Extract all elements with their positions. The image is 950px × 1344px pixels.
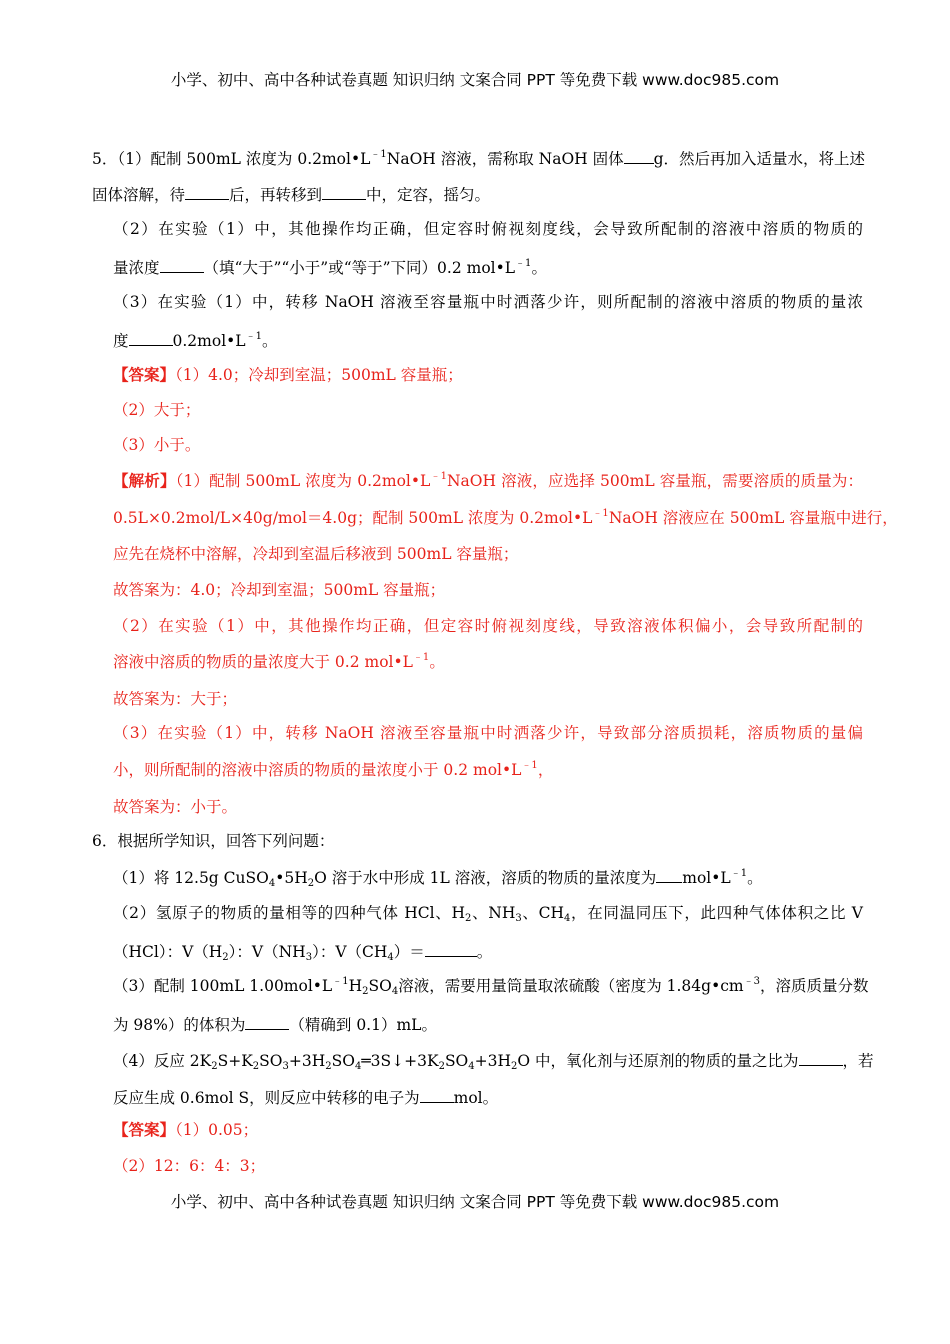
- q5-part2-line-1: （2）在实验（1）中，其他操作均正确，但定容时俯视刻度线，会导致所配制的溶液中溶质的物质的: [113, 220, 863, 238]
- answer-blank[interactable]: [245, 1013, 289, 1030]
- q5-part3-line-1: （3）在实验（1）中，转移 NaOH 溶液至容量瓶中时洒落少许，则所配制的溶液中溶质的物质的量浓: [113, 293, 863, 311]
- q6-part4-line-2: 反应生成 0.6mol S，则反应中转移的电子为 mol。: [113, 1086, 498, 1108]
- q5-analysis-line-3: 应先在烧杯中溶解，冷却到室温后移液到 500mL 容量瓶；: [113, 545, 519, 563]
- answer-blank[interactable]: [799, 1049, 843, 1066]
- q5-answer-line-2: （2）大于；: [113, 401, 201, 419]
- q6-part2-line-2: （HCl）：$V(H_2)$：$V(NH_3)$：$V(CH_4)=$ 。: [113, 940, 492, 962]
- answer-blank[interactable]: [420, 1086, 454, 1103]
- q6-title: 6．根据所学知识，回答下列问题：: [92, 832, 335, 850]
- q6-part4-line-1: （4）反应 $2K_2S+K_2SO_3+3H_2SO_4═3S↓+3K_2SO_4+3H_2O$ 中，氧化剂与还原剂的物质的量之比为 ，若: [113, 1049, 863, 1071]
- analysis-tag: 【解析】: [113, 471, 176, 490]
- answer-blank[interactable]: [322, 183, 366, 200]
- page-footer: 小学、初中、高中各种试卷真题 知识归纳 文案合同 PPT 等免费下载 www.doc985.com: [170, 1193, 780, 1211]
- q6-part2-line-1: （2）氢原子的物质的量相等的四种气体 HCl、$H_2$、$NH_3$、$CH_4$，在同温同压下，此四种气体体积之比 V: [113, 904, 863, 924]
- q5-analysis-line-7: 故答案为：大于；: [113, 690, 238, 708]
- answer-blank[interactable]: [425, 940, 477, 957]
- q6-answer-line-1: 【答案】（1）0.05；: [113, 1120, 259, 1139]
- q5-part3-line-2: 度 $0.2mol•L^{﹣1}$。: [113, 331, 278, 350]
- q6-part3-line-1: （3）配制 100mL $1.00mol•L^{﹣1}H_2SO_4$溶液，需要用量筒量取浓硫酸（密度为 $1.84g•cm^{﹣3}$，溶质质量分数: [113, 976, 869, 997]
- answer-tag: 【答案】: [113, 1120, 176, 1139]
- q5-line-2: 固体溶解，待 后，再转移到 中，定容，摇匀。: [92, 183, 490, 205]
- q5-analysis-line-2: 0.5L×0.2mol/L×40g/mol＝4.0g；配制 500mL 浓度为 $0.2mol•L^{﹣1}NaOH$ 溶液应在 500mL 容量瓶中进行，: [113, 508, 898, 527]
- answer-tag: 【答案】: [113, 365, 176, 384]
- answer-blank[interactable]: [624, 147, 654, 164]
- q5-answer-line-1: 【答案】（1）4.0；冷却到室温；500mL 容量瓶；: [113, 365, 463, 384]
- q5-analysis-line-1: 【解析】（1）配制 500mL 浓度为 $0.2mol•L^{﹣1}NaOH$ 溶液，应选择 500mL 容量瓶，需要溶质的质量为：: [113, 471, 863, 490]
- answer-blank[interactable]: [129, 329, 173, 346]
- q6-answer-line-2: （2）12：6：4：3；: [113, 1157, 266, 1175]
- q5-analysis-line-6: 溶液中溶质的物质的量浓度大于 0.2 $mol•L^{﹣1}$。: [113, 652, 445, 671]
- answer-blank[interactable]: [656, 866, 682, 883]
- q6-part1: （1）将 12.5g $CuSO_4•5H_2O$ 溶于水中形成 1L 溶液，溶质的物质的量浓度为 $mol•L^{﹣1}$。: [113, 868, 763, 889]
- answer-blank[interactable]: [185, 183, 229, 200]
- q5-analysis-line-10: 故答案为：小于。: [113, 798, 238, 816]
- answer-blank[interactable]: [160, 256, 204, 273]
- q5-analysis-line-4: 故答案为：4.0；冷却到室温；500mL 容量瓶；: [113, 581, 446, 599]
- q5-answer-line-3: （3）小于。: [113, 436, 201, 454]
- q5-line-1: 5．（1）配制 500mL 浓度为 $0.2mol•L^{﹣1}NaOH$ 溶液，需称取 NaOH 固体 g．然后再加入适量水，将上述: [92, 149, 866, 168]
- q5-analysis-line-9: 小，则所配制的溶液中溶质的物质的量浓度小于 0.2 $mol•L^{﹣1}$，: [113, 760, 554, 779]
- page-header: 小学、初中、高中各种试卷真题 知识归纳 文案合同 PPT 等免费下载 www.doc985.com: [170, 71, 780, 89]
- q5-analysis-line-5: （2）在实验（1）中，其他操作均正确，但定容时俯视刻度线，导致溶液体积偏小，会导致所配制的: [113, 617, 863, 635]
- q5-part2-line-2: 量浓度 （填“大于”“小于”或“等于”下同）0.2 $mol•L^{﹣1}$。: [113, 258, 547, 277]
- q5-analysis-line-8: （3）在实验（1）中，转移 NaOH 溶液至容量瓶中时洒落少许，导致部分溶质损耗，溶质物质的量偏: [113, 724, 863, 742]
- q6-part3-line-2: 为 98%）的体积为 （精确到 0.1）mL。: [113, 1013, 437, 1035]
